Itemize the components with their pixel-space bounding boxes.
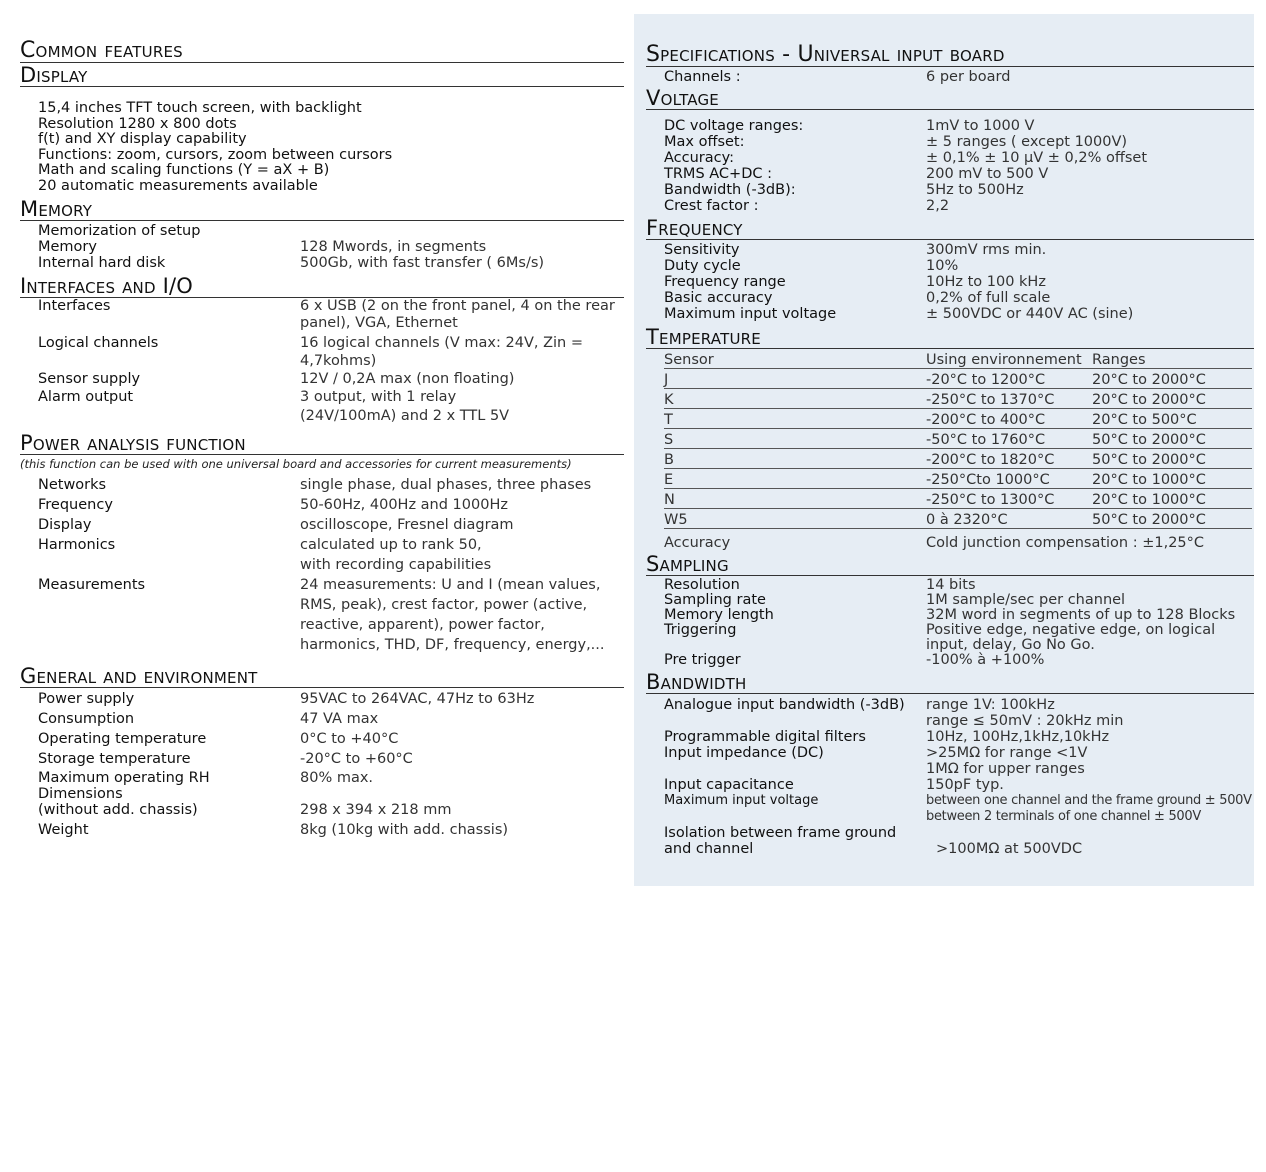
spec-value: 5Hz to 500Hz [926, 182, 1024, 198]
spec-row [38, 255, 624, 271]
common-features-column [20, 40, 624, 841]
spec-value: 1mV to 1000 V [926, 118, 1035, 134]
spec-label: Weight [38, 822, 89, 838]
spec-value: 0°C to +40°C [300, 731, 399, 747]
spec-value: 500Gb, with fast transfer ( 6Ms/s) [300, 255, 545, 271]
table-row [664, 509, 1252, 529]
spec-value: 95VAC to 264VAC, 47Hz to 63Hz [300, 691, 535, 707]
spec-row [664, 593, 1254, 608]
spec-label: Consumption [38, 711, 135, 727]
spec-value [300, 787, 624, 801]
spec-value: -20°C to +60°C [300, 751, 413, 767]
sampling-rows [646, 578, 1254, 667]
spec-value: 298 x 394 x 218 mm [300, 802, 452, 818]
spec-row [664, 166, 1254, 182]
power-title: Power analysis function [20, 432, 624, 455]
accuracy-row [664, 529, 1252, 552]
spec-row [664, 697, 1254, 729]
spec-label: Duty cycle [664, 258, 741, 274]
spec-row [38, 769, 624, 787]
display-line: 20 automatic measurements available [38, 177, 318, 194]
specifications-title: Specifications - Universal input board [646, 44, 1254, 67]
spec-label: Isolation between frame ground and channel [664, 825, 897, 857]
table-cell: -250°Cto 1000°C [926, 469, 1092, 489]
spec-row [38, 495, 624, 515]
spec-value: 3 output, with 1 relay (24V/100mA) and 2 x TTL 5V [300, 389, 510, 424]
spec-label: Input capacitance [664, 777, 794, 793]
memory-title: Memory [20, 198, 624, 221]
spec-label: Storage temperature [38, 751, 191, 767]
spec-value: 6 per board [926, 69, 1011, 85]
spec-value: 16 logical channels (V max: 24V, Zin = 4,7kohms) [300, 335, 583, 369]
display-line: Math and scaling functions (Y = aX + B) [38, 162, 330, 178]
spec-row [38, 535, 624, 575]
table-cell: Accuracy [664, 535, 731, 551]
power-rows [20, 475, 624, 655]
spec-row [664, 578, 1254, 593]
spec-row [664, 825, 1254, 857]
spec-value: 14 bits [926, 577, 976, 593]
spec-label: Logical channels [38, 335, 159, 351]
spec-label: Channels : [664, 69, 741, 85]
spec-value: 150pF typ. [926, 777, 1004, 793]
channels-row-wrap [646, 67, 1254, 87]
spec-row [664, 729, 1254, 745]
spec-row [38, 298, 624, 332]
spec-row [664, 306, 1254, 322]
spec-label: Max offset: [664, 134, 745, 150]
spec-row [38, 787, 624, 801]
voltage-title: Voltage [646, 87, 1254, 110]
spec-label: Resolution [664, 577, 740, 593]
spec-value: 10% [926, 258, 959, 274]
spec-row [664, 653, 1254, 667]
spec-label: Input impedance (DC) [664, 745, 824, 761]
table-row [664, 409, 1252, 429]
spec-label: Maximum input voltage [664, 306, 837, 322]
spec-row [38, 709, 624, 729]
spec-label: Triggering [664, 622, 737, 638]
spec-value: 47 VA max [300, 711, 379, 727]
spec-label: Memorization of setup [38, 223, 201, 239]
spec-value: 10Hz to 100 kHz [926, 274, 1046, 290]
table-cell: Cold junction compensation : ±1,25°C [926, 535, 1205, 551]
spec-value: >25MΩ for range <1V 1MΩ for upper ranges [926, 745, 1088, 777]
table-row [664, 489, 1252, 509]
spec-row [38, 819, 624, 841]
spec-value: -100% à +100% [926, 652, 1045, 668]
spec-value: single phase, dual phases, three phases [300, 477, 592, 493]
spec-row [664, 118, 1254, 134]
spec-row [664, 623, 1254, 653]
spec-value: 6 x USB (2 on the front panel, 4 on the rear panel), VGA, Ethernet [300, 298, 615, 331]
spec-row [38, 334, 624, 370]
display-line: f(t) and XY display capability [38, 131, 247, 147]
spec-value: 12V / 0,2A max (non floating) [300, 371, 515, 387]
spec-label: Crest factor : [664, 198, 759, 214]
table-cell: -20°C to 1200°C [926, 369, 1092, 389]
spec-value: ± 0,1% ± 10 µV ± 0,2% offset [926, 150, 1148, 166]
table-cell: 20°C to 1000°C [1092, 469, 1252, 489]
table-row [664, 469, 1252, 489]
spec-label: Internal hard disk [38, 255, 166, 271]
interfaces-title: Interfaces and I/O [20, 275, 624, 298]
table-header-cell: Ranges [1092, 349, 1252, 369]
spec-value: Positive edge, negative edge, on logical input, delay, Go No Go. [926, 622, 1216, 653]
voltage-rows [646, 118, 1254, 214]
spec-value: between one channel and the frame ground ± 500V between 2 terminals of one channel ± 500V [926, 793, 1252, 824]
table-cell: -200°C to 400°C [926, 409, 1092, 429]
table-header-cell: Sensor [664, 349, 926, 369]
spec-value: 80% max. [300, 770, 374, 786]
spec-label: (without add. chassis) [38, 802, 198, 818]
table-cell: 0 à 2320°C [926, 509, 1092, 529]
spec-label: Analogue input bandwidth (-3dB) [664, 697, 905, 713]
table-header-cell: Using environnement [926, 349, 1092, 369]
spec-row [664, 290, 1254, 306]
spec-value: oscilloscope, Fresnel diagram [300, 517, 514, 533]
spec-value: 24 measurements: U and I (mean values, RMS, peak), crest factor, power (active, reactive, apparent), power factor, harmonics, THD, DF, frequency, energy,... [300, 577, 605, 653]
table-cell: 20°C to 2000°C [1092, 369, 1252, 389]
bandwidth-title: Bandwidth [646, 671, 1254, 694]
spec-label: Basic accuracy [664, 290, 773, 306]
spec-label: Harmonics [38, 537, 116, 553]
spec-value: calculated up to rank 50, with recording capabilities [300, 537, 492, 573]
spec-row [38, 729, 624, 749]
interfaces-rows [20, 298, 624, 426]
table-cell: J [664, 369, 926, 389]
spec-row [664, 134, 1254, 150]
spec-label: Measurements [38, 577, 146, 593]
spec-label: Display [38, 517, 92, 533]
spec-value: 2,2 [926, 198, 950, 214]
memory-rows [20, 223, 624, 271]
table-cell: B [664, 449, 926, 469]
spec-row [664, 150, 1254, 166]
spec-row [38, 223, 624, 239]
spec-label: Bandwidth (-3dB): [664, 182, 796, 198]
frequency-title: Frequency [646, 217, 1254, 240]
spec-label: Networks [38, 477, 107, 493]
display-line: Functions: zoom, cursors, zoom between cursors [38, 146, 393, 163]
spec-label: Programmable digital filters [664, 729, 866, 745]
spec-value [300, 223, 624, 239]
spec-label: Memory length [664, 607, 774, 623]
table-cell: N [664, 489, 926, 509]
spec-label: Interfaces [38, 298, 111, 314]
spec-label: Dimensions [38, 786, 123, 802]
display-lines [20, 101, 624, 194]
spec-value: 32M word in segments of up to 128 Blocks [926, 607, 1236, 623]
sampling-title: Sampling [646, 553, 1254, 576]
display-line: Resolution 1280 x 800 dots [38, 115, 237, 132]
table-cell: 50°C to 2000°C [1092, 429, 1252, 449]
general-title: General and environment [20, 665, 624, 688]
table-cell: -250°C to 1300°C [926, 489, 1092, 509]
temperature-table [664, 349, 1252, 551]
spec-value: 8kg (10kg with add. chassis) [300, 822, 509, 838]
spec-value: ± 5 ranges ( except 1000V) [926, 134, 1128, 150]
table-row [664, 449, 1252, 469]
spec-value: ± 500VDC or 440V AC (sine) [926, 306, 1134, 322]
specifications-panel [634, 14, 1254, 886]
spec-value: 1M sample/sec per channel [926, 592, 1126, 608]
display-line: 15,4 inches TFT touch screen, with backlight [38, 100, 362, 116]
spec-row [664, 777, 1254, 793]
bandwidth-rows [646, 697, 1254, 857]
spec-row [38, 801, 624, 819]
display-title: Display [20, 64, 624, 87]
spec-label: Maximum input voltage [664, 793, 819, 808]
spec-value: >100MΩ at 500VDC [936, 841, 1083, 857]
spec-row [664, 608, 1254, 623]
spec-label: Pre trigger [664, 652, 741, 668]
table-cell: -50°C to 1760°C [926, 429, 1092, 449]
spec-label: Power supply [38, 691, 135, 707]
spec-label: Sensor supply [38, 371, 141, 387]
spec-row [664, 182, 1254, 198]
spec-row [664, 198, 1254, 214]
spec-value: range 1V: 100kHz range ≤ 50mV : 20kHz min [926, 697, 1124, 729]
temperature-title: Temperature [646, 326, 1254, 349]
common-features-title: Common features [20, 40, 624, 63]
spec-row [664, 242, 1254, 258]
spec-label: Operating temperature [38, 731, 207, 747]
spec-row [38, 689, 624, 709]
spec-label: Maximum operating RH [38, 770, 210, 786]
table-cell: T [664, 409, 926, 429]
table-cell: 20°C to 500°C [1092, 409, 1252, 429]
spec-value: 50-60Hz, 400Hz and 1000Hz [300, 497, 508, 513]
table-cell: S [664, 429, 926, 449]
spec-label: Memory [38, 239, 97, 255]
spec-row [664, 793, 1254, 825]
spec-row [38, 515, 624, 535]
table-header-row [664, 349, 1252, 369]
table-cell: 50°C to 2000°C [1092, 509, 1252, 529]
table-row [664, 389, 1252, 409]
spec-label: Alarm output [38, 389, 134, 405]
table-row [664, 429, 1252, 449]
spec-row [38, 388, 624, 426]
spec-value: 200 mV to 500 V [926, 166, 1049, 182]
spec-label: Frequency range [664, 274, 786, 290]
spec-label: DC voltage ranges: [664, 118, 804, 134]
spec-row [38, 475, 624, 495]
spec-value: 128 Mwords, in segments [300, 239, 487, 255]
spec-label: Sampling rate [664, 592, 766, 608]
spec-row [664, 67, 1254, 87]
spec-label: Sensitivity [664, 242, 740, 258]
table-cell: 50°C to 2000°C [1092, 449, 1252, 469]
frequency-rows [646, 242, 1254, 322]
general-rows [20, 689, 624, 841]
spec-row [664, 745, 1254, 777]
spec-label: Accuracy: [664, 150, 735, 166]
table-cell: E [664, 469, 926, 489]
spec-value: 10Hz, 100Hz,1kHz,10kHz [926, 729, 1110, 745]
spec-row [664, 258, 1254, 274]
spec-value: 300mV rms min. [926, 242, 1047, 258]
spec-row [38, 239, 624, 255]
table-row [664, 369, 1252, 389]
table-cell: 20°C to 2000°C [1092, 389, 1252, 409]
table-cell: -250°C to 1370°C [926, 389, 1092, 409]
power-note: (this function can be used with one universal board and accessories for current measurements) [20, 457, 572, 471]
table-cell: K [664, 389, 926, 409]
table-cell: -200°C to 1820°C [926, 449, 1092, 469]
table-cell: W5 [664, 509, 926, 529]
spec-value: 0,2% of full scale [926, 290, 1051, 306]
spec-label: TRMS AC+DC : [664, 166, 772, 182]
spec-row [664, 274, 1254, 290]
spec-label: Frequency [38, 497, 113, 513]
table-cell: 20°C to 1000°C [1092, 489, 1252, 509]
spec-row [38, 749, 624, 769]
spec-row [38, 370, 624, 388]
spec-row [38, 575, 624, 655]
